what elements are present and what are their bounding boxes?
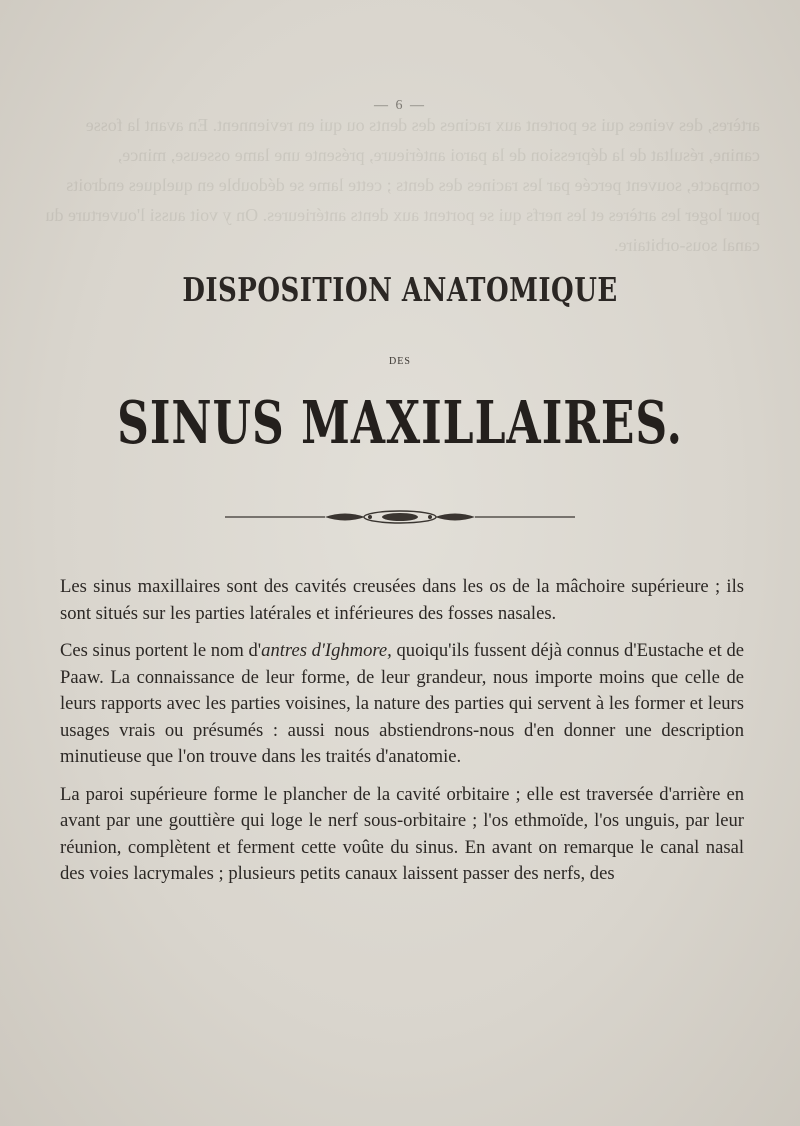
body-text bbox=[60, 574, 744, 899]
paragraph-2 bbox=[60, 638, 744, 771]
ornament-divider bbox=[225, 508, 575, 526]
page-number: — 6 — bbox=[374, 98, 426, 113]
paragraph-2-italic: antres d'Ighmore, bbox=[261, 640, 392, 661]
heading-des: DES bbox=[389, 356, 411, 367]
paragraph-2-start: Ces sinus portent le nom d' bbox=[60, 640, 262, 661]
heading-sinus: SINUS MAXILLAIRES. bbox=[117, 389, 683, 458]
paragraph-2-end: quoiqu'ils fussent déjà connus d'Eustache et de Paaw. La connaissance de leur forme, de leur grandeur, nous importe moins que celle de leurs rapports avec les parties voisines, la nature des parties qui servent à les former et leurs usages vrais ou présumés : aussi nous abstiendrons-nous d'en donner une description minutieuse que l'on trouve dans les traités d'anatomie. bbox=[60, 640, 744, 767]
show-through-text: artères, des veines qui se portent aux racines des dents ou qui en reviennent. En avant la fosse canine, résultat de la dépression de la paroi antérieure, présente une lame osseuse, mince, compacte, souvent percée par les racines des dents ; cette lame se dédouble en quelques endroits pour loger les artères et les nerfs qui se portent aux dents antérieures. On y voit aussi l'ouverture du canal sous-orbitaire. bbox=[45, 115, 760, 255]
paragraph-3: La paroi supérieure forme le plancher de la cavité orbitaire ; elle est traversée d'arrière en avant par une gouttière qui loge le nerf sous-orbitaire ; l'os ethmoïde, l'os unguis, par leur réunion, complètent et ferment cette voûte du sinus. En avant on remarque le canal nasal des voies lacrymales ; plusieurs petits canaux laissent passer des nerfs, des bbox=[60, 783, 744, 884]
paragraph-1: Les sinus maxillaires sont des cavités creusées dans les os de la mâchoire supérieure ; ils sont situés sur les parties latérales et inférieures des fosses nasales. bbox=[60, 576, 744, 624]
heading-disposition: DISPOSITION ANATOMIQUE bbox=[182, 272, 618, 310]
